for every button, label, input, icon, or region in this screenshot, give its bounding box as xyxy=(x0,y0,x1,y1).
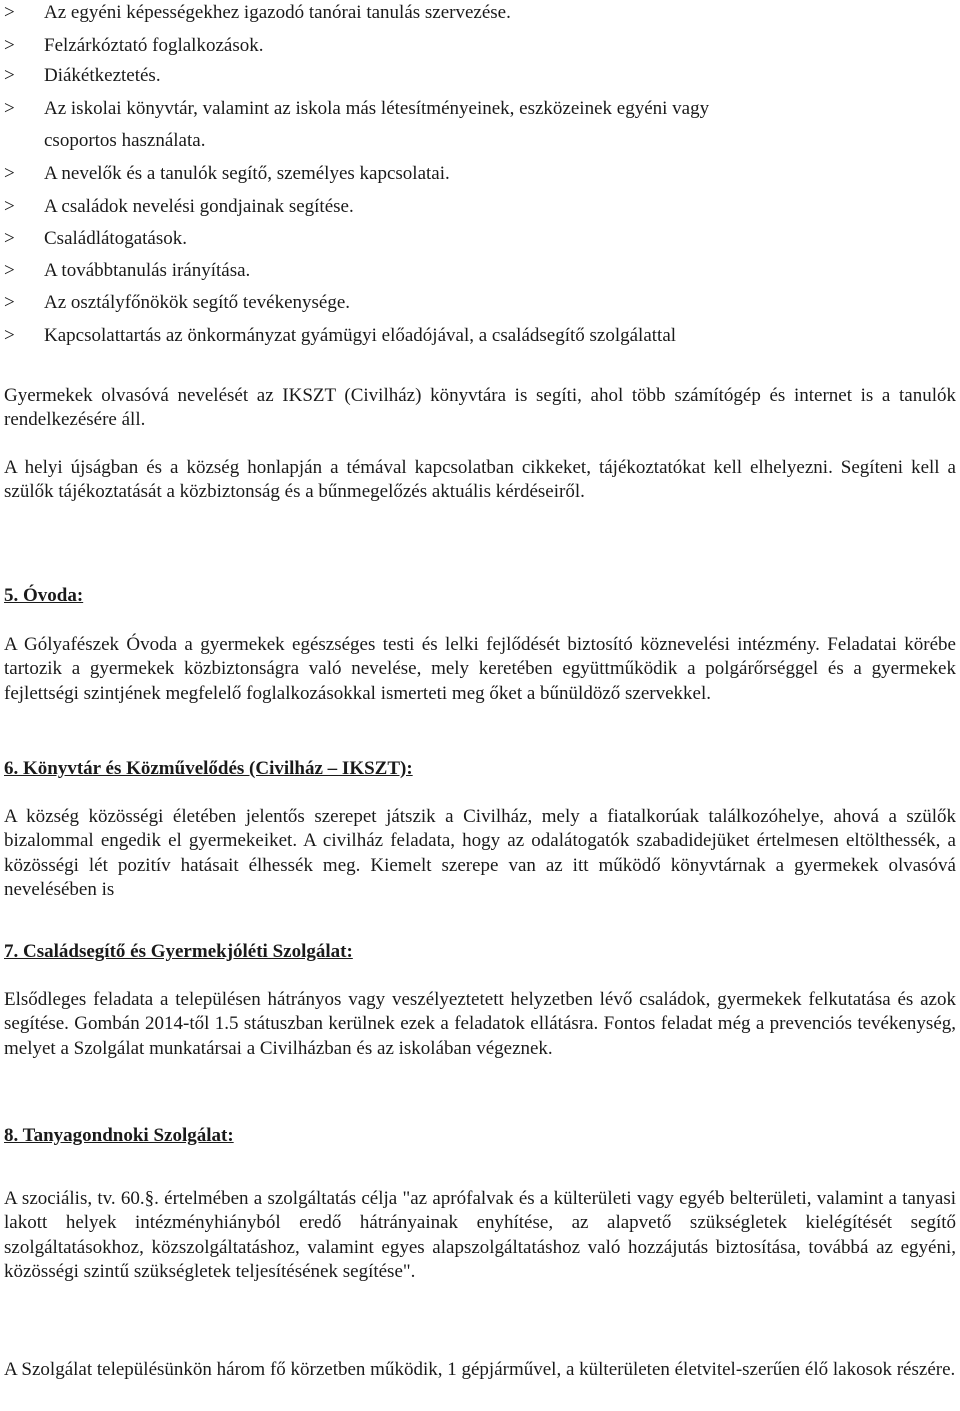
paragraph-library-support: Gyermekek olvasóvá nevelését az IKSZT (Civilház) könyvtára is segíti, ahol több számítógép és internet is a tanulók rendelkezésére áll. xyxy=(4,385,956,431)
section-heading-csaladsegito: 7. Családsegítő és Gyermekjóléti Szolgálat: xyxy=(4,941,353,962)
list-item-text: Az egyéni képességekhez igazodó tanórai tanulás szervezése. xyxy=(44,2,511,23)
bullet-marker: > xyxy=(4,163,15,184)
bullet-marker: > xyxy=(4,228,15,249)
list-item-text: Családlátogatások. xyxy=(44,228,187,249)
list-item-text: A családok nevelési gondjainak segítése. xyxy=(44,196,354,217)
paragraph-tanyagondnok: A szociális, tv. 60.§. értelmében a szolgáltatás célja "az aprófalvak és a külterületi vagy egyéb belterületi, valamint a tanyasi lakott helyek intézményhiányból eredő hátrányainak enyhítése, az alapvető szükségletek kielégítését segítő szolgáltatásokhoz, közszolgáltatáshoz, valamint egyes alapszolgáltatáshoz való hozzájutás biztosítása, továbbá az egyéni, közösségi szintű szükségletek teljesítésének segítése". xyxy=(4,1188,956,1283)
bullet-marker: > xyxy=(4,65,15,86)
section-heading-tanyagondnok: 8. Tanyagondnoki Szolgálat: xyxy=(4,1125,234,1146)
bullet-marker: > xyxy=(4,35,15,56)
section-heading-ovoda: 5. Óvoda: xyxy=(4,585,84,606)
section-heading-konyvtar: 6. Könyvtár és Közművelődés (Civilház – IKSZT): xyxy=(4,758,413,779)
list-item-text: Kapcsolattartás az önkormányzat gyámügyi előadójával, a családsegítő szolgálattal xyxy=(44,325,677,346)
paragraph-ovoda: A Gólyafészek Óvoda a gyermekek egészséges testi és lelki fejlődését biztosító köznevelési intézmény. Feladatai körébe tartozik a gyermekek közbiztonságra való nevelése, mely keretében együttműködik a polgárőrséggel és a gyermekek fejlettségi szintjének megfelelő foglalkozásokkal ismerteti meg őket a bűnüldöző szervekkel. xyxy=(4,634,956,704)
bullet-marker: > xyxy=(4,196,15,217)
paragraph-konyvtar: A község közösségi életében jelentős szerepet játszik a Civilház, mely a fiatalkorúak találkozóhelye, ahová a szülők bizalommal engedik el gyermekeiket. A civilház feladata, hogy az odalátogatók szabadidejüket értelmesen eltölthessék, a közösségi lét pozitív hatásait élhessék meg. Kiemelt szerepe van az itt működő könyvtárnak a gyermekek olvasóvá nevelésében is xyxy=(4,806,956,901)
list-item-continuation: csoportos használata. xyxy=(44,130,206,151)
bullet-marker: > xyxy=(4,260,15,281)
bullet-marker: > xyxy=(4,98,15,119)
paragraph-local-news: A helyi újságban és a község honlapján a témával kapcsolatban cikkeket, tájékoztatókat kell elhelyezni. Segíteni kell a szülők tájékoztatását a közbiztonság és a bűnmegelőzés aktuális kérdéseiről. xyxy=(4,457,956,503)
bullet-marker: > xyxy=(4,2,15,23)
list-item-text: Felzárkóztató foglalkozások. xyxy=(44,35,264,56)
bullet-marker: > xyxy=(4,292,15,313)
paragraph-szolgalat-korzet: A Szolgálat településünkön három fő körzetben működik, 1 gépjárművel, a külterületen életvitel-szerűen élő lakosok részére. xyxy=(4,1359,956,1380)
list-item-text: Az iskolai könyvtár, valamint az iskola más létesítményeinek, eszközeinek egyéni vagy xyxy=(44,98,710,119)
list-item-text: A nevelők és a tanulók segítő, személyes kapcsolatai. xyxy=(44,163,450,184)
bullet-marker: > xyxy=(4,325,15,346)
paragraph-csaladsegito: Elsődleges feladata a településen hátrányos vagy veszélyeztetett helyzetben lévő családok, gyermekek felkutatása és azok segítése. Gombán 2014-től 1.5 státuszban kerülnek ezek a feladatok ellátásra. Fontos feladat még a prevenciós tevékenység, melyet a Szolgálat munkatársai a Civilházban és az iskolában végeznek. xyxy=(4,989,956,1059)
list-item-text: Az osztályfőnökök segítő tevékenysége. xyxy=(44,292,351,313)
list-item-text: Diákétkeztetés. xyxy=(44,65,161,86)
list-item-text: A továbbtanulás irányítása. xyxy=(44,260,251,281)
